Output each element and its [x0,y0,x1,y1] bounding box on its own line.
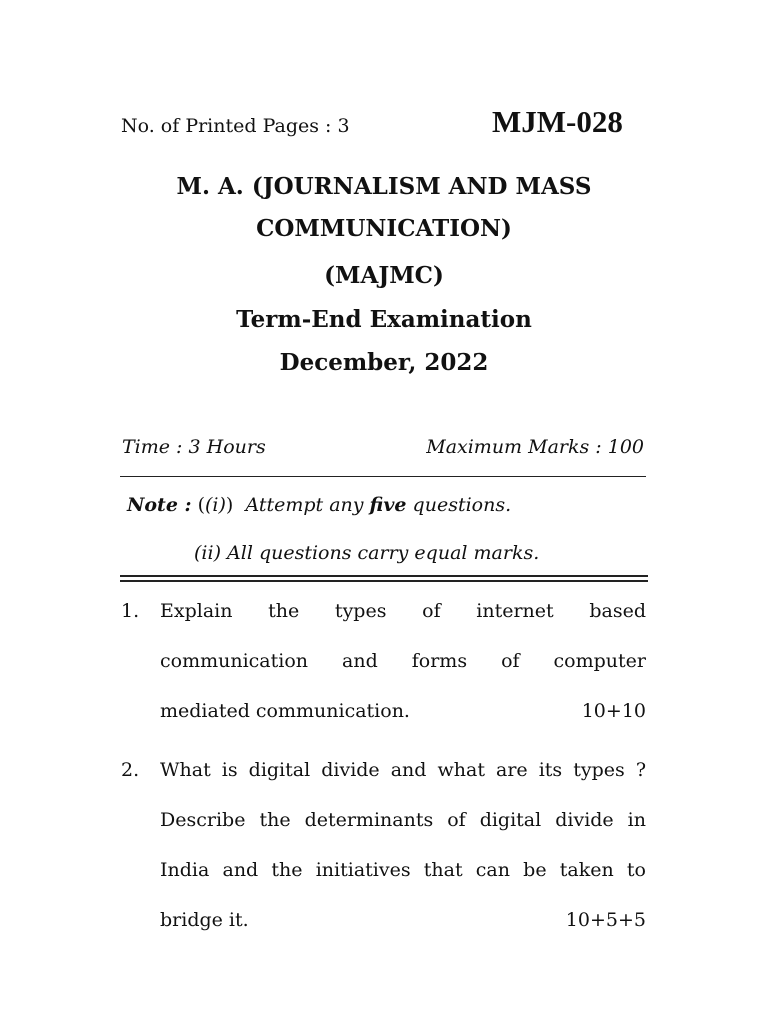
maximum-marks: Maximum Marks : 100 [426,436,644,458]
question-1-line-1: Explain the types of internet based [160,600,646,622]
note-item-1-text-a: Attempt any [245,494,364,516]
course-code: MJM-028 [492,104,623,139]
note-item-1-emphasis: five [369,494,407,516]
question-2-line-1: What is digital divide and what are its types ? [160,759,646,781]
note-label: Note : [127,494,192,516]
note-item-2-number: (ii) [194,542,221,564]
divider-rule [120,476,646,477]
note-item-1-roman: (i) [205,494,226,516]
note-item-2-text: All questions carry equal marks. [227,542,540,564]
note-item-2 [194,542,539,564]
printed-pages-count: No. of Printed Pages : 3 [121,115,350,137]
question-2-number: 2. [121,759,140,781]
question-2-line-2: Describe the determinants of digital divide in [160,809,646,831]
question-2-line-3: India and the initiatives that can be taken to [160,859,646,881]
question-1-line-2: communication and forms of computer [160,650,646,672]
note-item-1-text-b: questions. [412,494,512,516]
programme-abbreviation: (MAJMC) [324,262,444,289]
question-1-number: 1. [121,600,140,622]
exam-name: Term-End Examination [236,306,532,333]
exam-duration: Time : 3 Hours [122,436,266,458]
question-1-line-3: mediated communication. [160,700,410,722]
note-item-1-number: ((i)) [197,494,234,516]
note-item-1 [127,494,511,516]
question-2-line-4: bridge it. [160,909,249,931]
question-2-marks: 10+5+5 [565,909,646,931]
double-rule-top [120,575,648,577]
exam-date: December, 2022 [279,349,489,376]
question-1-marks: 10+10 [581,700,646,722]
programme-title-line2: COMMUNICATION) [256,215,512,242]
programme-title-line1: M. A. (JOURNALISM AND MASS [176,173,592,200]
double-rule-bottom [120,580,648,582]
